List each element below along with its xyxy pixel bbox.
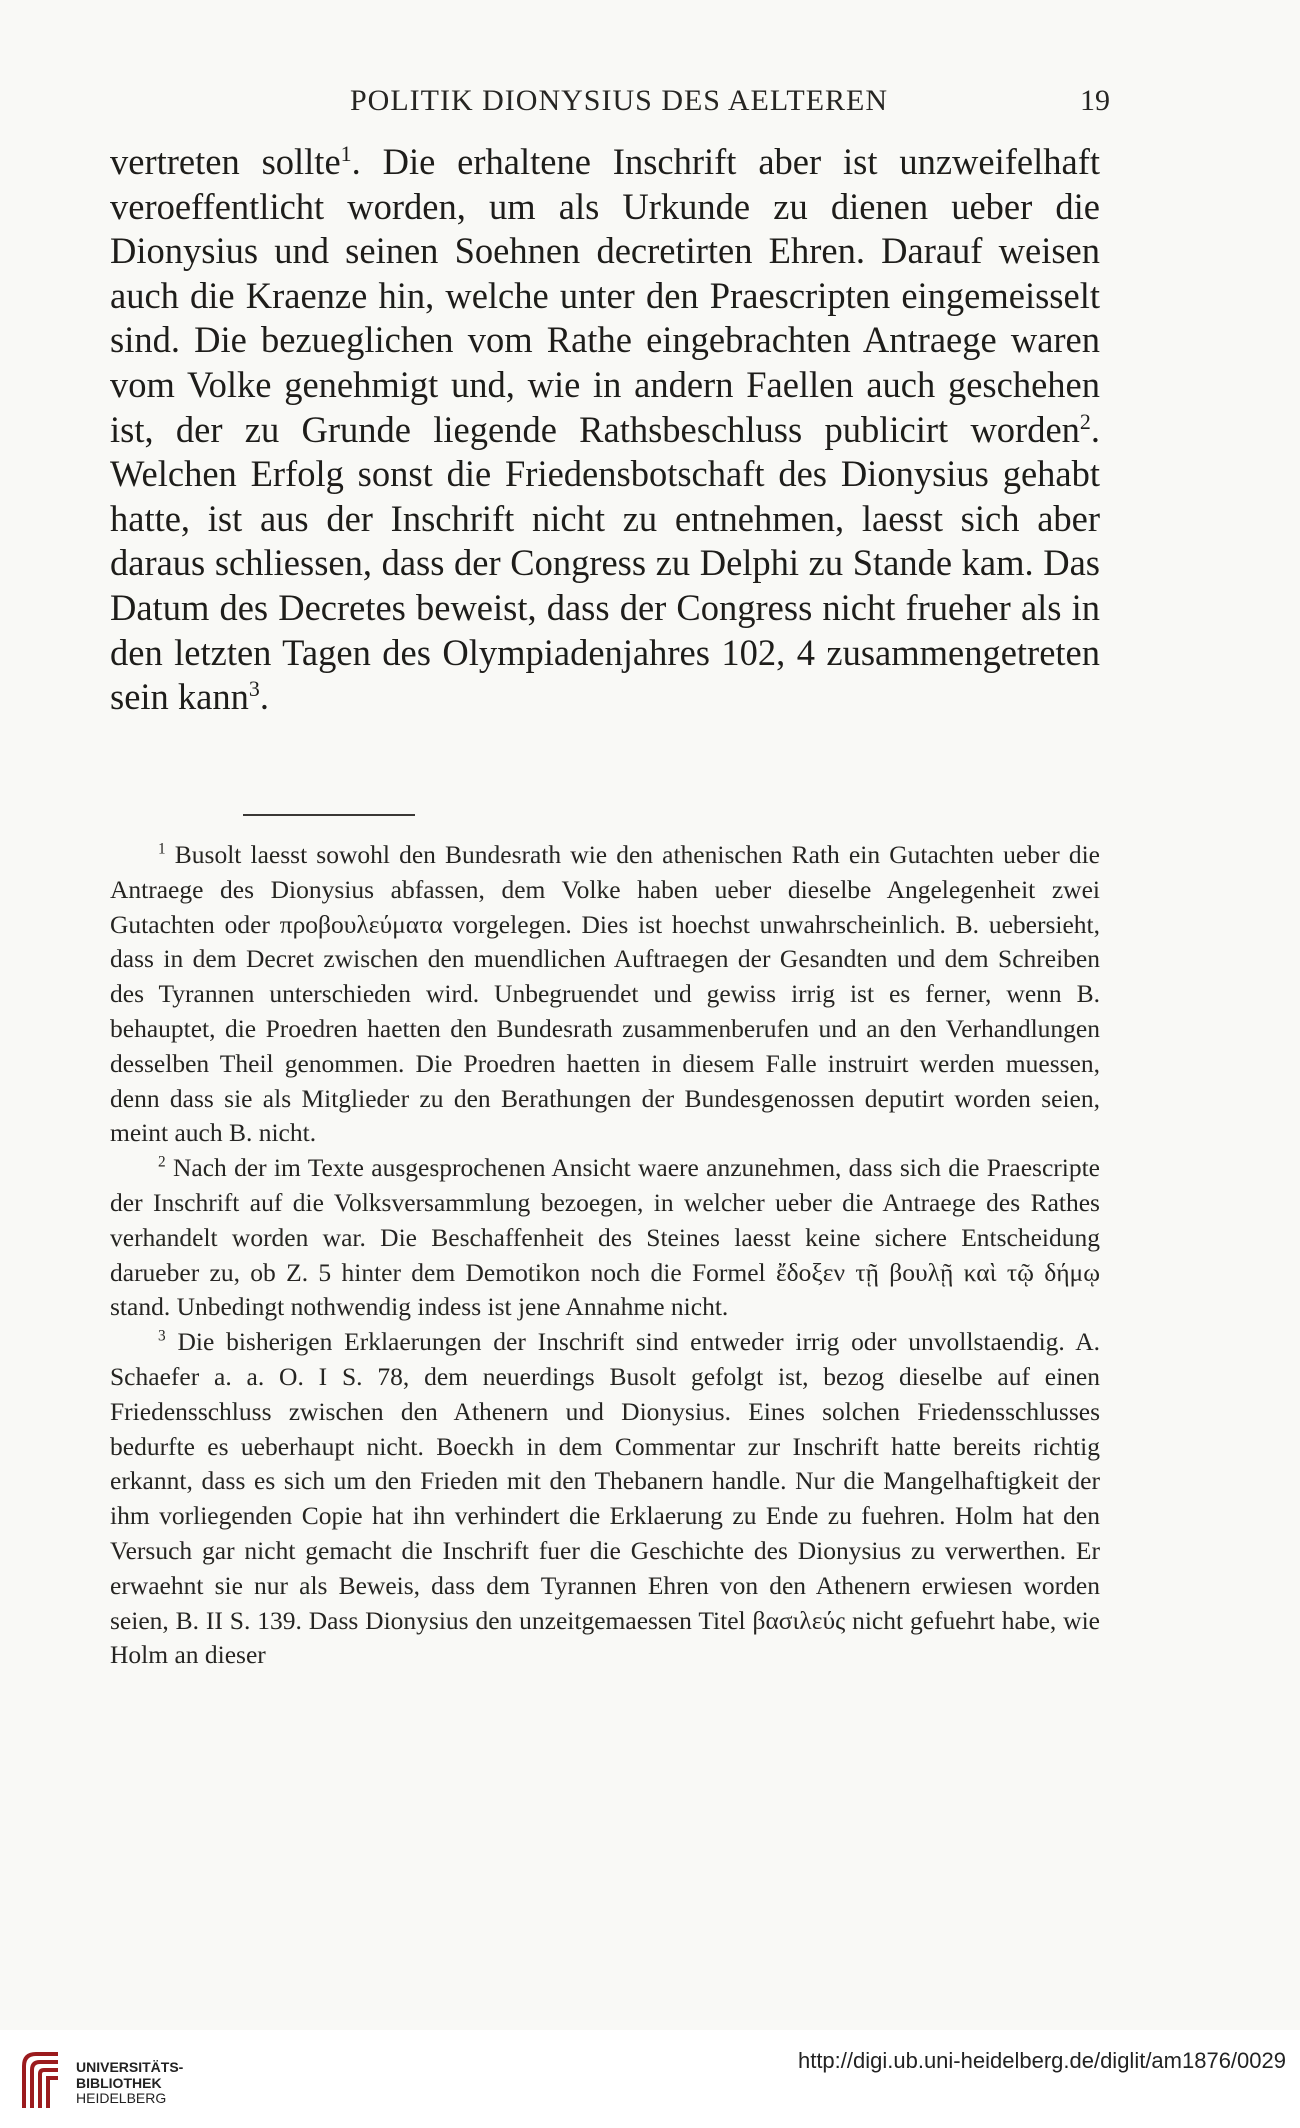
footnotes (110, 838, 1100, 1673)
footnote-marker: 2 (158, 1153, 166, 1171)
footnote-text: Nach der im Texte ausgesprochenen Ansicht waere anzunehmen, dass sich die Praescripte der Inschrift auf die Volksversammlung bezoegen, in welcher ueber die Antraege des Rathes verhandelt worden war. Die Beschaffenheit des Steines laesst keine sichere Entscheidung darueber zu, ob Z. 5 hinter dem Demotikon noch die Formel ἔδοξεν τῇ βουλῇ καὶ τῷ δήμῳ stand. Unbedingt nothwendig indess ist jene Annahme nicht. (110, 1153, 1100, 1322)
footnote-3 (110, 1325, 1100, 1673)
body-paragraph (110, 140, 1100, 720)
footnote-text: Die bisherigen Erklaerungen der Inschrift sind entweder irrig oder unvollstaendig. A. Schaefer a. a. O. I S. 78, dem neuerdings Busolt gefolgt ist, bezog dieselbe auf einen Friedensschluss zwischen den Athenern und Dionysius. Eines solchen Friedensschlusses bedurfte es ueberhaupt nicht. Boeckh in dem Commentar zur Inschrift hatte bereits richtig erkannt, dass es sich um den Frieden mit den Thebanern handle. Nur die Mangelhaftigkeit der ihm vorliegenden Copie hat ihn verhindert die Erklaerung zu Ende zu fuehren. Holm hat den Versuch gar nicht gemacht die Inschrift fuer die Geschichte des Dionysius zu verwerthen. Er erwaehnt sie nur als Beweis, dass dem Tyrannen Ehren von den Athenern erwiesen worden seien, B. II S. 139. Dass Dionysius den unzeitgemaessen Titel βασιλεύς nicht gefuehrt habe, wie Holm an dieser (110, 1327, 1100, 1670)
library-name-line: BIBLIOTHEK (76, 2074, 162, 2091)
running-head (110, 84, 1110, 124)
footnote-1 (110, 838, 1100, 1151)
body-text-segment: . (259, 676, 269, 718)
footnote-ref-2: 2 (1079, 408, 1091, 434)
library-name-line: UNIVERSITÄTS- (76, 2059, 184, 2075)
footnote-separator (243, 814, 415, 816)
body-text-segment: . Die erhaltene Inschrift aber ist unzweifelhaft veroeffentlicht worden, um als Urkunde zu dienen ueber die Dionysius und seinen Soehnen decretirten Ehren. Darauf weisen auch die Kraenze hin, welche unter den Praescripten eingemeisselt sind. Die bezueglichen vom Rathe eingebrachten Antraege waren vom Volke genehmigt und, wie in andern Faellen auch geschehen ist, der zu Grunde liegende Rathsbeschluss publicirt worden (110, 141, 1100, 450)
body-text-segment: vertreten sollte (110, 141, 341, 182)
footer-bar (0, 2030, 1300, 2128)
library-name (76, 2060, 183, 2107)
footnote-text: Busolt laesst sowohl den Bundesrath wie den athenischen Rath ein Gutachten ueber die Antraege des Dionysius abfassen, dem Volke haben ueber dieselbe Angelegenheit zwei Gutachten oder προβουλεύματα vorgelegen. Dies ist hoechst unwahrscheinlich. B. uebersieht, dass in dem Decret zwischen den muendlichen Auftraegen der Gesandten und dem Schreiben des Tyrannen unterschieden wird. Unbegruendet und gewiss irrig ist es ferner, wenn B. behauptet, die Proedren haetten den Bundesrath zusammenberufen und an den Verhandlungen desselben Theil genommen. Die Proedren haetten in diesem Falle instruirt werden muessen, denn dass sie als Mitglieder zu den Berathungen der Bundesgenossen deputirt worden seien, meint auch B. nicht. (110, 840, 1100, 1148)
source-url-link[interactable]: http://digi.ub.uni-heidelberg.de/diglit/am1876/0029 (797, 2048, 1286, 2073)
footnote-ref-3: 3 (248, 675, 260, 701)
footnote-marker: 1 (158, 840, 166, 858)
footnote-2 (110, 1151, 1100, 1325)
running-title: POLITIK DIONYSIUS DES AELTEREN (350, 84, 889, 117)
ub-heidelberg-logo-icon (14, 2044, 68, 2116)
footnote-marker: 3 (158, 1327, 166, 1345)
body-text (110, 140, 1100, 720)
footnote-ref-1: 1 (340, 140, 352, 166)
page-number: 19 (1080, 84, 1110, 117)
library-name-line: HEIDELBERG (76, 2090, 167, 2106)
body-text-segment: . Welchen Erfolg sonst die Friedensbotschaft des Dionysius gehabt hatte, ist aus der Inschrift nicht zu entnehmen, laesst sich aber daraus schliessen, dass der Congress zu Delphi zu Stande kam. Das Datum des Decretes beweist, dass der Congress nicht frueher als in den letzten Tagen des Olympiadenjahres 102, 4 zusammengetreten sein kann (110, 408, 1100, 718)
